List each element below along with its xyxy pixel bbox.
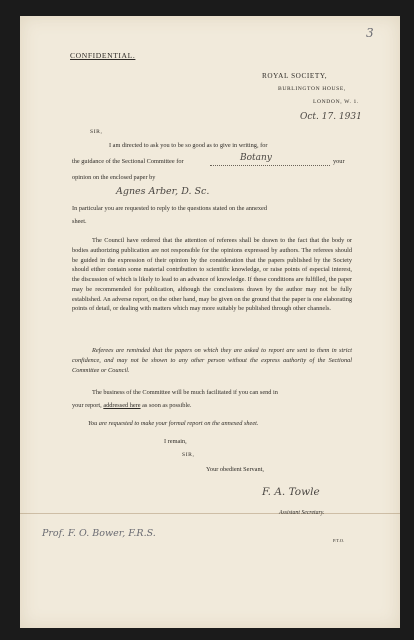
confidential-heading: CONFIDENTIAL. — [70, 51, 136, 60]
council-paragraph: The Council have ordered that the attention of referees shall be drawn to the fact that the body or bodies authorizing publication are not responsible for the opinions expressed by authors. The referees should be guided in the expression of their opinion by the consideration that the papers published by the Society should either contain some material contribution to scientific knowledge, or raise points of especial interest, the discussion of which is likely to lead to an advance of knowledge. If these conditions are fulfilled, the paper may be recommended for publication, although the conclusions drawn by the author may not be fully established. An adverse report, on the other hand, may be given on the ground that the paper is one elaborating points of detail, or dealing with matters which may more suitably be published through other channels. — [72, 237, 352, 313]
intro-line-2-end: your — [333, 158, 345, 165]
author-handwritten: Agnes Arber, D. Sc. — [116, 186, 210, 197]
closing-sir: SIR, — [182, 452, 195, 458]
intro-line-4: In particular you are requested to reply to the questions stated on the annexed — [72, 205, 267, 212]
referees-reminder: Referees are reminded that the papers on which they are asked to report are sent to them in strict confidence, and may not be shown to any other person without the express authority of the Sectional Committee or Council. — [72, 347, 352, 374]
address-line-2: LONDON, W. 1. — [313, 99, 359, 105]
signature-handwritten: F. A. Towle — [262, 486, 320, 498]
fold-line — [20, 513, 400, 514]
salutation: SIR, — [90, 129, 103, 135]
date-handwritten: Oct. 17. 1931 — [300, 112, 362, 122]
business-line-1: The business of the Committee will be much facilitated if you can send in — [92, 389, 278, 396]
address-line-1: BURLINGTON HOUSE, — [278, 86, 346, 92]
org-name: ROYAL SOCIETY, — [262, 72, 328, 80]
business-line-2-end: as soon as possible. — [142, 402, 192, 409]
committee-rule — [210, 165, 330, 166]
intro-line-2: the guidance of the Sectional Committee for — [72, 158, 184, 165]
assistant-secretary-title: Assistant Secretary. — [279, 510, 325, 516]
closing-servant: Your obedient Servant, — [206, 466, 264, 473]
business-line-2-start: your report, — [72, 402, 102, 409]
closing-remain: I remain, — [164, 438, 187, 445]
addressee-pencil: Prof. F. O. Bower, F.R.S. — [42, 528, 156, 539]
business-line-2 — [72, 402, 191, 410]
pto-note: P.T.O. — [333, 538, 345, 543]
intro-line-1: I am directed to ask you to be so good as to give in writing, for — [109, 142, 268, 149]
committee-handwritten: Botany — [240, 153, 272, 163]
addressed-here: addressed here — [103, 402, 141, 409]
page-number: 3 — [366, 26, 374, 40]
formal-report-note: You are requested to make your formal report on the annexed sheet. — [88, 420, 259, 427]
intro-line-3: opinion on the enclosed paper by — [72, 174, 156, 181]
intro-line-5: sheet. — [72, 218, 87, 225]
